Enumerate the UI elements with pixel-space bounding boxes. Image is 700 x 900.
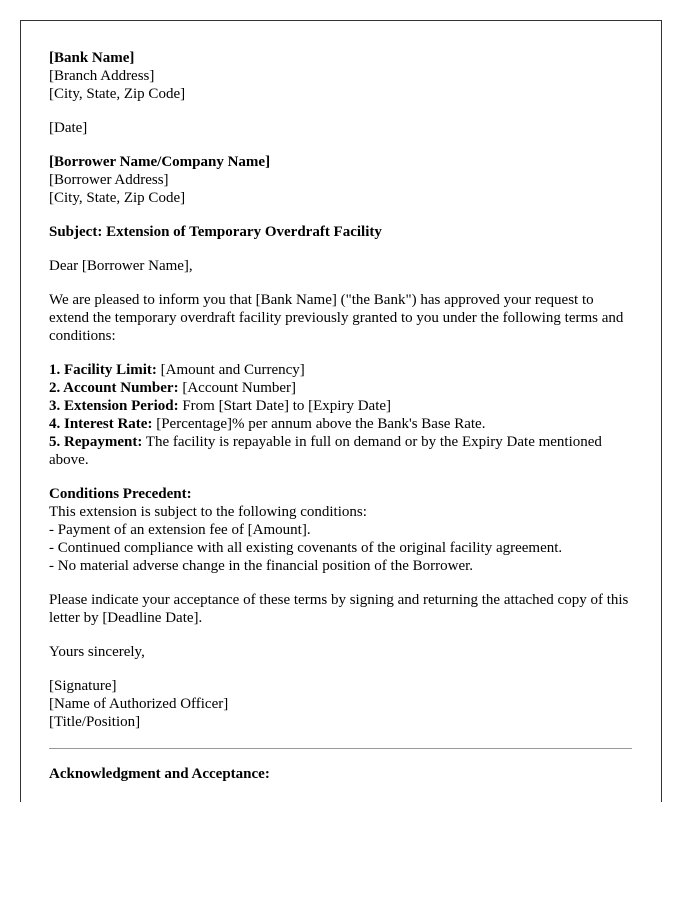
divider [49, 748, 632, 749]
condition-item: - Payment of an extension fee of [Amount]. [49, 522, 311, 538]
signature-block [49, 677, 632, 731]
salutation: Dear [Borrower Name], [49, 258, 193, 274]
term-item: 2. Account Number: [Account Number] [49, 380, 297, 396]
acceptance-request: Please indicate your acceptance of these terms by signing and returning the attached copy of this letter by [Deadline Date]. [49, 592, 629, 626]
conditions-heading: Conditions Precedent: [49, 486, 192, 502]
bank-name: [Bank Name] [49, 50, 135, 66]
letter-page [20, 20, 662, 802]
subject-line: Subject: Extension of Temporary Overdraft Facility [49, 224, 382, 240]
officer-title: [Title/Position] [49, 714, 141, 730]
signature: [Signature] [49, 678, 117, 694]
terms-list [49, 361, 632, 469]
term-item: 3. Extension Period: From [Start Date] to [Expiry Date] [49, 398, 392, 414]
sender-city: [City, State, Zip Code] [49, 86, 186, 102]
condition-item: - No material adverse change in the financial position of the Borrower. [49, 558, 474, 574]
intro-paragraph: We are pleased to inform you that [Bank Name] ("the Bank") has approved your request to extend the temporary overdraft facility previously granted to you under the following terms and conditions: [49, 292, 624, 344]
term-item: 1. Facility Limit: [Amount and Currency] [49, 362, 305, 378]
date: [Date] [49, 120, 88, 136]
term-item: 4. Interest Rate: [Percentage]% per annum above the Bank's Base Rate. [49, 416, 486, 432]
recipient-block [49, 153, 632, 207]
acknowledgment-heading: Acknowledgment and Acceptance: [49, 766, 270, 782]
condition-item: - Continued compliance with all existing covenants of the original facility agreement. [49, 540, 563, 556]
term-item: 5. Repayment: The facility is repayable in full on demand or by the Expiry Date mentioned above. [49, 434, 602, 468]
conditions-block [49, 485, 632, 575]
branch-address: [Branch Address] [49, 68, 155, 84]
recipient-address: [Borrower Address] [49, 172, 169, 188]
conditions-intro: This extension is subject to the following conditions: [49, 504, 367, 520]
officer-name: [Name of Authorized Officer] [49, 696, 229, 712]
sender-block [49, 49, 632, 103]
recipient-city: [City, State, Zip Code] [49, 190, 186, 206]
recipient-name: [Borrower Name/Company Name] [49, 154, 271, 170]
closing: Yours sincerely, [49, 644, 145, 660]
